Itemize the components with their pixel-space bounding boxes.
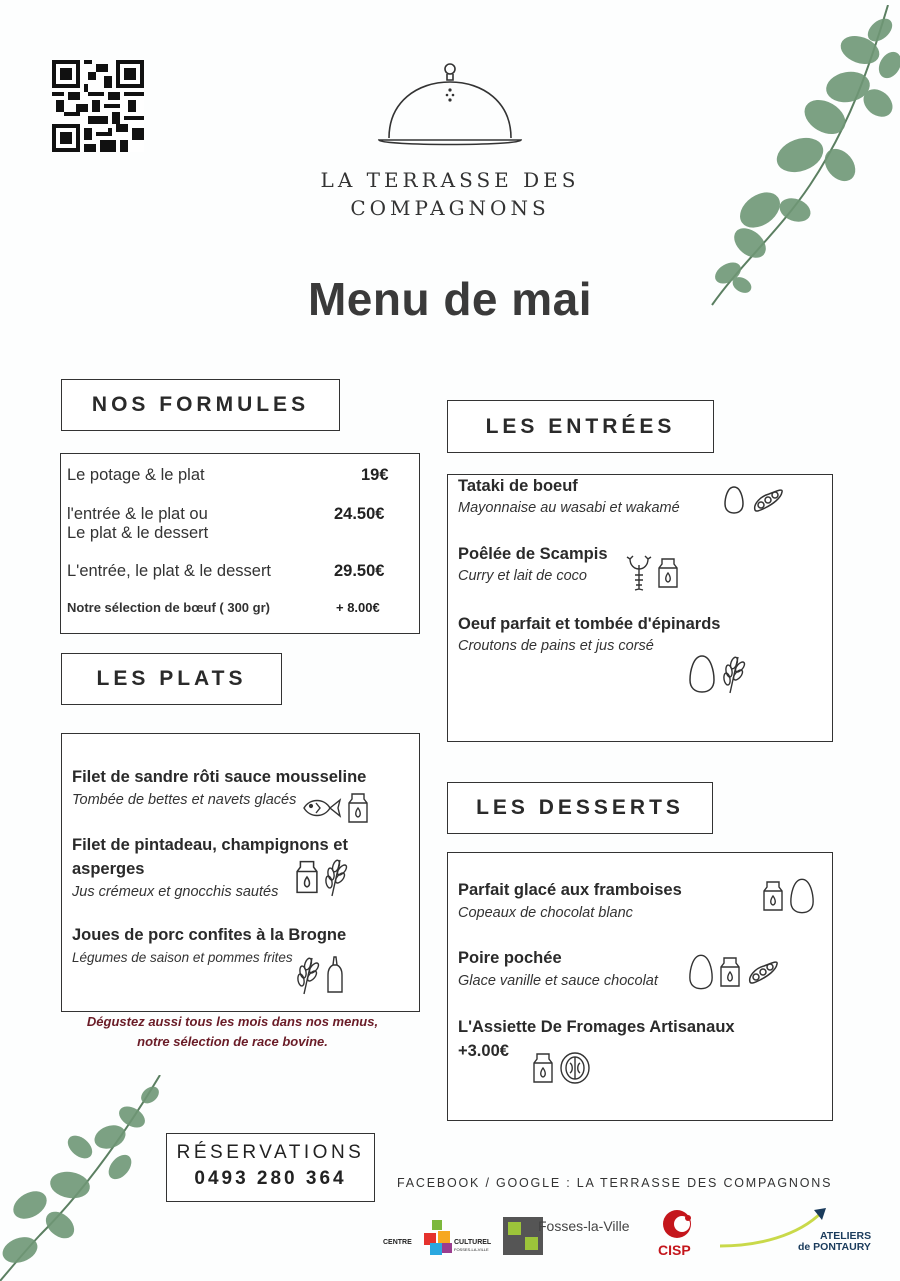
dish-description: Copeaux de chocolat blanc bbox=[458, 905, 633, 921]
dish-name: Filet de sandre rôti sauce mousseline bbox=[72, 768, 367, 786]
dish-name: Filet de pintadeau, champignons et bbox=[72, 836, 348, 854]
formule-label-line2: Le plat & le dessert bbox=[67, 524, 209, 542]
dish-name: L'Assiette De Fromages Artisanaux bbox=[458, 1018, 735, 1036]
page-title: Menu de mai bbox=[307, 273, 593, 325]
reservations-box bbox=[166, 1133, 375, 1202]
ateliers-logo-text: de PONTAURY bbox=[798, 1241, 871, 1253]
social-links: FACEBOOK / GOOGLE : LA TERRASSE DES COMPAGNONS bbox=[397, 1176, 833, 1190]
centre-logo-text: CENTRE bbox=[383, 1239, 412, 1246]
egg-icon bbox=[723, 485, 745, 515]
ateliers-pontaury-logo bbox=[718, 1206, 878, 1261]
cisp-logo bbox=[655, 1208, 703, 1263]
centre-logo-text: FOSSES-LA-VILLE bbox=[454, 1247, 489, 1252]
gluten-wheat-icon bbox=[722, 653, 746, 695]
fish-icon bbox=[302, 796, 342, 820]
formules-box bbox=[60, 453, 420, 634]
dish-description: Tombée de bettes et navets glacés bbox=[72, 792, 297, 808]
dish-description: Mayonnaise au wasabi et wakamé bbox=[458, 500, 680, 516]
cloche-logo bbox=[375, 58, 525, 150]
entrees-heading: LES ENTRÉES bbox=[447, 400, 714, 453]
centre-logo-text: CULTUREL bbox=[454, 1239, 492, 1246]
egg-icon bbox=[688, 654, 716, 694]
dish-description: Jus crémeux et gnocchis sautés bbox=[72, 884, 279, 900]
dairy-icon bbox=[296, 859, 318, 895]
promo-note bbox=[60, 1012, 405, 1052]
mustard-bottle-icon bbox=[326, 955, 344, 995]
dish-name: Joues de porc confites à la Brogne bbox=[72, 926, 347, 944]
cubes-icon bbox=[422, 1217, 454, 1257]
fosses-la-ville-logo bbox=[502, 1214, 642, 1259]
desserts-heading: LES DESSERTS bbox=[447, 782, 713, 834]
dish-name: Poêlée de Scampis bbox=[458, 545, 608, 563]
qr-code[interactable] bbox=[52, 60, 144, 152]
eucalyptus-leaves-decoration bbox=[700, 5, 900, 310]
plats-box bbox=[61, 733, 420, 1012]
eucalyptus-leaves-decoration-bottom bbox=[0, 1075, 175, 1281]
formule-price: 24.50€ bbox=[334, 505, 385, 523]
restaurant-name-line2: COMPAGNONS bbox=[350, 196, 550, 220]
entrees-box bbox=[447, 474, 833, 742]
formule-label: Le potage & le plat bbox=[67, 466, 205, 484]
dish-description: Croutons de pains et jus corsé bbox=[458, 638, 654, 654]
dish-name-line2: asperges bbox=[72, 860, 145, 878]
promo-line1: Dégustez aussi tous les mois dans nos menus, bbox=[86, 1014, 379, 1029]
formules-heading: NOS FORMULES bbox=[61, 379, 340, 431]
centre-culturel-logo bbox=[380, 1215, 495, 1260]
cisp-logo-text: CISP bbox=[658, 1242, 691, 1258]
dairy-icon bbox=[658, 557, 678, 589]
dish-description: Glace vanille et sauce chocolat bbox=[458, 973, 658, 989]
desserts-box bbox=[447, 852, 833, 1121]
crustacean-icon bbox=[626, 555, 652, 591]
gluten-wheat-icon bbox=[324, 856, 348, 898]
dish-description: Légumes de saison et pommes frites bbox=[72, 950, 293, 965]
fosses-logo-text: Fosses-la-Ville bbox=[538, 1218, 630, 1234]
dairy-icon bbox=[763, 880, 783, 912]
reservations-label: RÉSERVATIONS bbox=[176, 1142, 365, 1163]
dish-name: Parfait glacé aux framboises bbox=[458, 881, 682, 899]
dish-price: +3.00€ bbox=[458, 1042, 509, 1060]
promo-line2: notre sélection de race bovine. bbox=[137, 1034, 328, 1049]
formule-label: L'entrée, le plat & le dessert bbox=[67, 562, 272, 580]
dish-name: Oeuf parfait et tombée d'épinards bbox=[458, 615, 721, 633]
restaurant-name-line1: LA TERRASSE DES bbox=[320, 168, 580, 192]
nuts-walnut-icon bbox=[559, 1051, 591, 1085]
dish-description: Curry et lait de coco bbox=[458, 568, 587, 584]
egg-icon bbox=[789, 877, 815, 915]
dish-name: Poire pochée bbox=[458, 949, 562, 967]
restaurant-name bbox=[290, 166, 610, 222]
formule-label: l'entrée & le plat ou bbox=[67, 505, 208, 523]
formule-price: + 8.00€ bbox=[336, 600, 380, 615]
dairy-icon bbox=[720, 956, 740, 988]
plats-heading: LES PLATS bbox=[61, 653, 282, 705]
formule-price: 29.50€ bbox=[334, 562, 385, 580]
dish-name: Tataki de boeuf bbox=[458, 477, 578, 495]
cisp-emblem-icon bbox=[661, 1208, 697, 1240]
gluten-wheat-icon bbox=[296, 954, 320, 996]
dairy-icon bbox=[348, 792, 368, 824]
soy-icon bbox=[751, 486, 785, 514]
ateliers-logo-text: ATELIERS bbox=[820, 1230, 872, 1242]
formule-label: Notre sélection de bœuf ( 300 gr) bbox=[67, 600, 270, 615]
reservations-phone[interactable]: 0493 280 364 bbox=[194, 1168, 347, 1189]
formule-price: 19€ bbox=[361, 466, 389, 484]
egg-icon bbox=[688, 953, 714, 991]
soy-icon bbox=[746, 958, 780, 986]
dairy-icon bbox=[533, 1052, 553, 1084]
